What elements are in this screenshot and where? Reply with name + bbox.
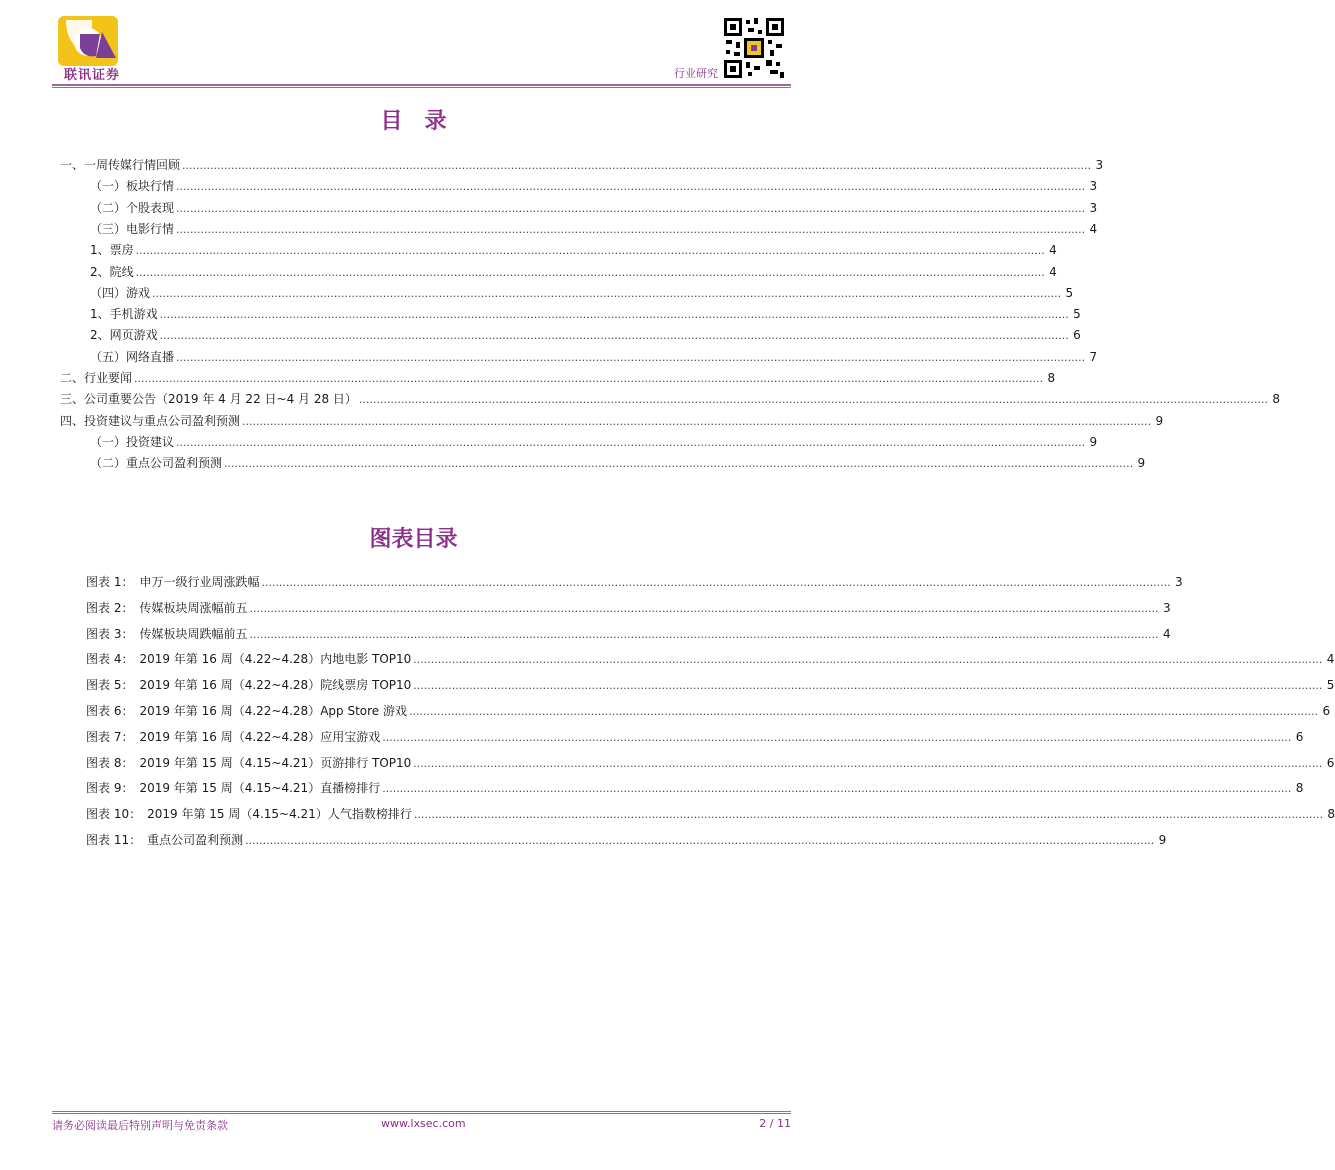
figure-entry[interactable]	[86, 831, 1167, 849]
toc-entry[interactable]	[90, 326, 1081, 344]
figure-entry-page: 4	[1326, 652, 1335, 667]
toc-entry[interactable]	[90, 199, 1098, 217]
figure-entry-label: 图表 10： 2019 年第 15 周（4.15~4.21）人气指数榜排行	[86, 807, 412, 822]
toc-entry-label: 一、一周传媒行情回顾	[60, 158, 181, 172]
leader-dots: ....................................................................................................................................................................................................................................................................	[176, 350, 1086, 364]
figure-entry-page: 8	[1295, 781, 1304, 796]
toc-entry[interactable]	[60, 156, 1104, 174]
toc-entry-page: 6	[1073, 328, 1081, 343]
leader-dots: ....................................................................................................................................................................................................................................................................	[176, 222, 1086, 236]
figure-entry[interactable]	[86, 702, 1331, 720]
leader-dots: ....................................................................................................................................................................................................................................................................	[408, 705, 1319, 718]
leader-dots: ....................................................................................................................................................................................................................................................................	[413, 653, 1323, 667]
page-header	[0, 0, 827, 92]
leader-dots: ....................................................................................................................................................................................................................................................................	[176, 201, 1086, 215]
toc-entry-label: （三）电影行情	[90, 221, 175, 236]
leader-dots: ....................................................................................................................................................................................................................................................................	[413, 756, 1323, 770]
leader-dots: ....................................................................................................................................................................................................................................................................	[358, 393, 1269, 407]
figure-entry-label: 图表 8： 2019 年第 15 周（4.15~4.21）页游排行 TOP10	[86, 755, 412, 770]
figure-entry-page: 6	[1295, 729, 1304, 744]
toc-entry-page: 4	[1049, 243, 1057, 258]
toc-entry-label: 四、投资建议与重点公司盈利预测	[60, 413, 241, 428]
toc-entry-page: 4	[1089, 221, 1098, 236]
toc-entry[interactable]	[90, 241, 1057, 259]
figure-entry[interactable]	[86, 573, 1183, 591]
toc-entry-label: （一）投资建议	[90, 434, 175, 449]
toc-entry-page: 3	[1095, 158, 1104, 172]
figure-entry[interactable]	[86, 805, 1335, 823]
figure-entry-page: 5	[1326, 678, 1335, 693]
toc-entry-page: 8	[1047, 371, 1056, 385]
footer-divider-thin	[52, 1113, 791, 1114]
toc-entry[interactable]	[90, 177, 1098, 195]
leader-dots: ....................................................................................................................................................................................................................................................................	[382, 730, 1292, 744]
toc-entry-page: 9	[1155, 413, 1164, 428]
toc-entry-label: 三、公司重要公告（2019 年 4 月 22 日~4 月 28 日）	[60, 392, 357, 407]
header-divider-thin	[52, 87, 791, 88]
toc-entry-page: 5	[1073, 307, 1081, 322]
figure-entry-page: 6	[1322, 704, 1331, 718]
toc-entry-label: （一）板块行情	[90, 179, 175, 194]
toc-entry[interactable]	[60, 412, 1164, 430]
figure-entry-page: 9	[1158, 833, 1167, 847]
toc-entry-page: 3	[1089, 179, 1098, 194]
toc-entry-page: 5	[1065, 285, 1074, 300]
brand-name: 联讯证券	[63, 68, 120, 83]
leader-dots: ....................................................................................................................................................................................................................................................................	[249, 627, 1159, 641]
figure-entry-label: 图表 7： 2019 年第 16 周（4.22~4.28）应用宝游戏	[86, 729, 381, 744]
figure-entry-label: 图表 9： 2019 年第 15 周（4.15~4.21）直播榜排行	[86, 781, 381, 796]
leader-dots: ....................................................................................................................................................................................................................................................................	[135, 265, 1045, 279]
header-divider	[52, 84, 791, 86]
leader-dots: ....................................................................................................................................................................................................................................................................	[249, 601, 1159, 615]
leader-dots: ....................................................................................................................................................................................................................................................................	[242, 414, 1152, 428]
leader-dots: ....................................................................................................................................................................................................................................................................	[413, 679, 1323, 693]
leader-dots: ....................................................................................................................................................................................................................................................................	[152, 286, 1062, 300]
figure-entry-page: 4	[1162, 626, 1171, 641]
figure-entry[interactable]	[86, 650, 1335, 668]
figure-entry-label: 图表 6： 2019 年第 16 周（4.22~4.28）App Store 游戏	[86, 704, 407, 718]
toc-entry[interactable]	[90, 220, 1098, 238]
leader-dots: ....................................................................................................................................................................................................................................................................	[176, 435, 1086, 449]
report-category: 行业研究	[674, 67, 718, 80]
toc-entry-label: 1、票房	[90, 243, 134, 258]
toc-entry[interactable]	[90, 433, 1098, 451]
toc-entry-label: 2、网页游戏	[90, 328, 158, 343]
footer-divider	[52, 1111, 791, 1112]
toc-entry-label: 二、行业要闻	[60, 371, 133, 385]
toc-entry[interactable]	[60, 369, 1056, 387]
toc-entry-label: 1、手机游戏	[90, 307, 158, 322]
toc-entry[interactable]	[90, 284, 1074, 302]
leader-dots: ....................................................................................................................................................................................................................................................................	[159, 308, 1069, 322]
leader-dots: ....................................................................................................................................................................................................................................................................	[413, 808, 1323, 822]
toc-entry-label: （五）网络直播	[90, 349, 175, 364]
figure-entry[interactable]	[86, 676, 1335, 694]
toc-entry-page: 9	[1137, 456, 1146, 471]
figure-entry-label: 图表 2： 传媒板块周涨幅前五	[86, 600, 248, 615]
toc-entry[interactable]	[90, 348, 1098, 366]
leader-dots: ....................................................................................................................................................................................................................................................................	[182, 159, 1092, 172]
figure-entry-page: 6	[1326, 755, 1335, 770]
disclaimer-note: 请务必阅读最后特别声明与免责条款	[52, 1119, 228, 1132]
toc-entry-label: （二）重点公司盈利预测	[90, 456, 223, 471]
toc-title: 目 录	[380, 108, 447, 134]
leader-dots: ....................................................................................................................................................................................................................................................................	[159, 329, 1069, 343]
leader-dots: ....................................................................................................................................................................................................................................................................	[224, 457, 1134, 471]
figure-entry[interactable]	[86, 625, 1171, 643]
leader-dots: ....................................................................................................................................................................................................................................................................	[135, 244, 1045, 258]
leader-dots: ....................................................................................................................................................................................................................................................................	[382, 782, 1292, 796]
leader-dots: ....................................................................................................................................................................................................................................................................	[245, 834, 1155, 847]
website-link[interactable]: www.lxsec.com	[381, 1117, 466, 1130]
figure-entry-label: 图表 1： 申万一级行业周涨跌幅	[86, 575, 260, 589]
leader-dots: ....................................................................................................................................................................................................................................................................	[176, 180, 1086, 194]
toc-entry[interactable]	[60, 390, 1281, 408]
toc-entry-page: 8	[1272, 392, 1281, 407]
figure-entry-page: 3	[1162, 600, 1171, 615]
toc-entry-page: 3	[1089, 200, 1098, 215]
figure-entry[interactable]	[86, 779, 1304, 797]
figure-entry[interactable]	[86, 754, 1335, 772]
figure-entry-label: 图表 3： 传媒板块周跌幅前五	[86, 626, 248, 641]
figure-entry-label: 图表 11： 重点公司盈利预测	[86, 833, 244, 847]
figure-entry[interactable]	[86, 599, 1171, 617]
toc-entry-page: 9	[1089, 434, 1098, 449]
figure-entry[interactable]	[86, 728, 1304, 746]
toc-entry-label: （二）个股表现	[90, 200, 175, 215]
figure-entry-label: 图表 5： 2019 年第 16 周（4.22~4.28）院线票房 TOP10	[86, 678, 412, 693]
toc-entry-label: （四）游戏	[90, 285, 151, 300]
figure-entry-page: 8	[1327, 807, 1335, 822]
figure-list-title: 图表目录	[369, 526, 458, 552]
qr-code-icon	[722, 16, 786, 80]
toc-entry-page: 4	[1049, 264, 1057, 279]
toc-entry[interactable]	[90, 454, 1146, 472]
leader-dots: ....................................................................................................................................................................................................................................................................	[134, 372, 1044, 385]
toc-entry[interactable]	[90, 305, 1081, 323]
toc-entry-page: 7	[1089, 349, 1098, 364]
figure-entry-page: 3	[1174, 575, 1183, 589]
leader-dots: ....................................................................................................................................................................................................................................................................	[261, 576, 1171, 589]
figure-entry-label: 图表 4： 2019 年第 16 周（4.22~4.28）内地电影 TOP10	[86, 652, 412, 667]
toc-entry-label: 2、院线	[90, 264, 134, 279]
toc-entry[interactable]	[90, 263, 1057, 281]
page-number: 2 / 11	[759, 1117, 791, 1130]
